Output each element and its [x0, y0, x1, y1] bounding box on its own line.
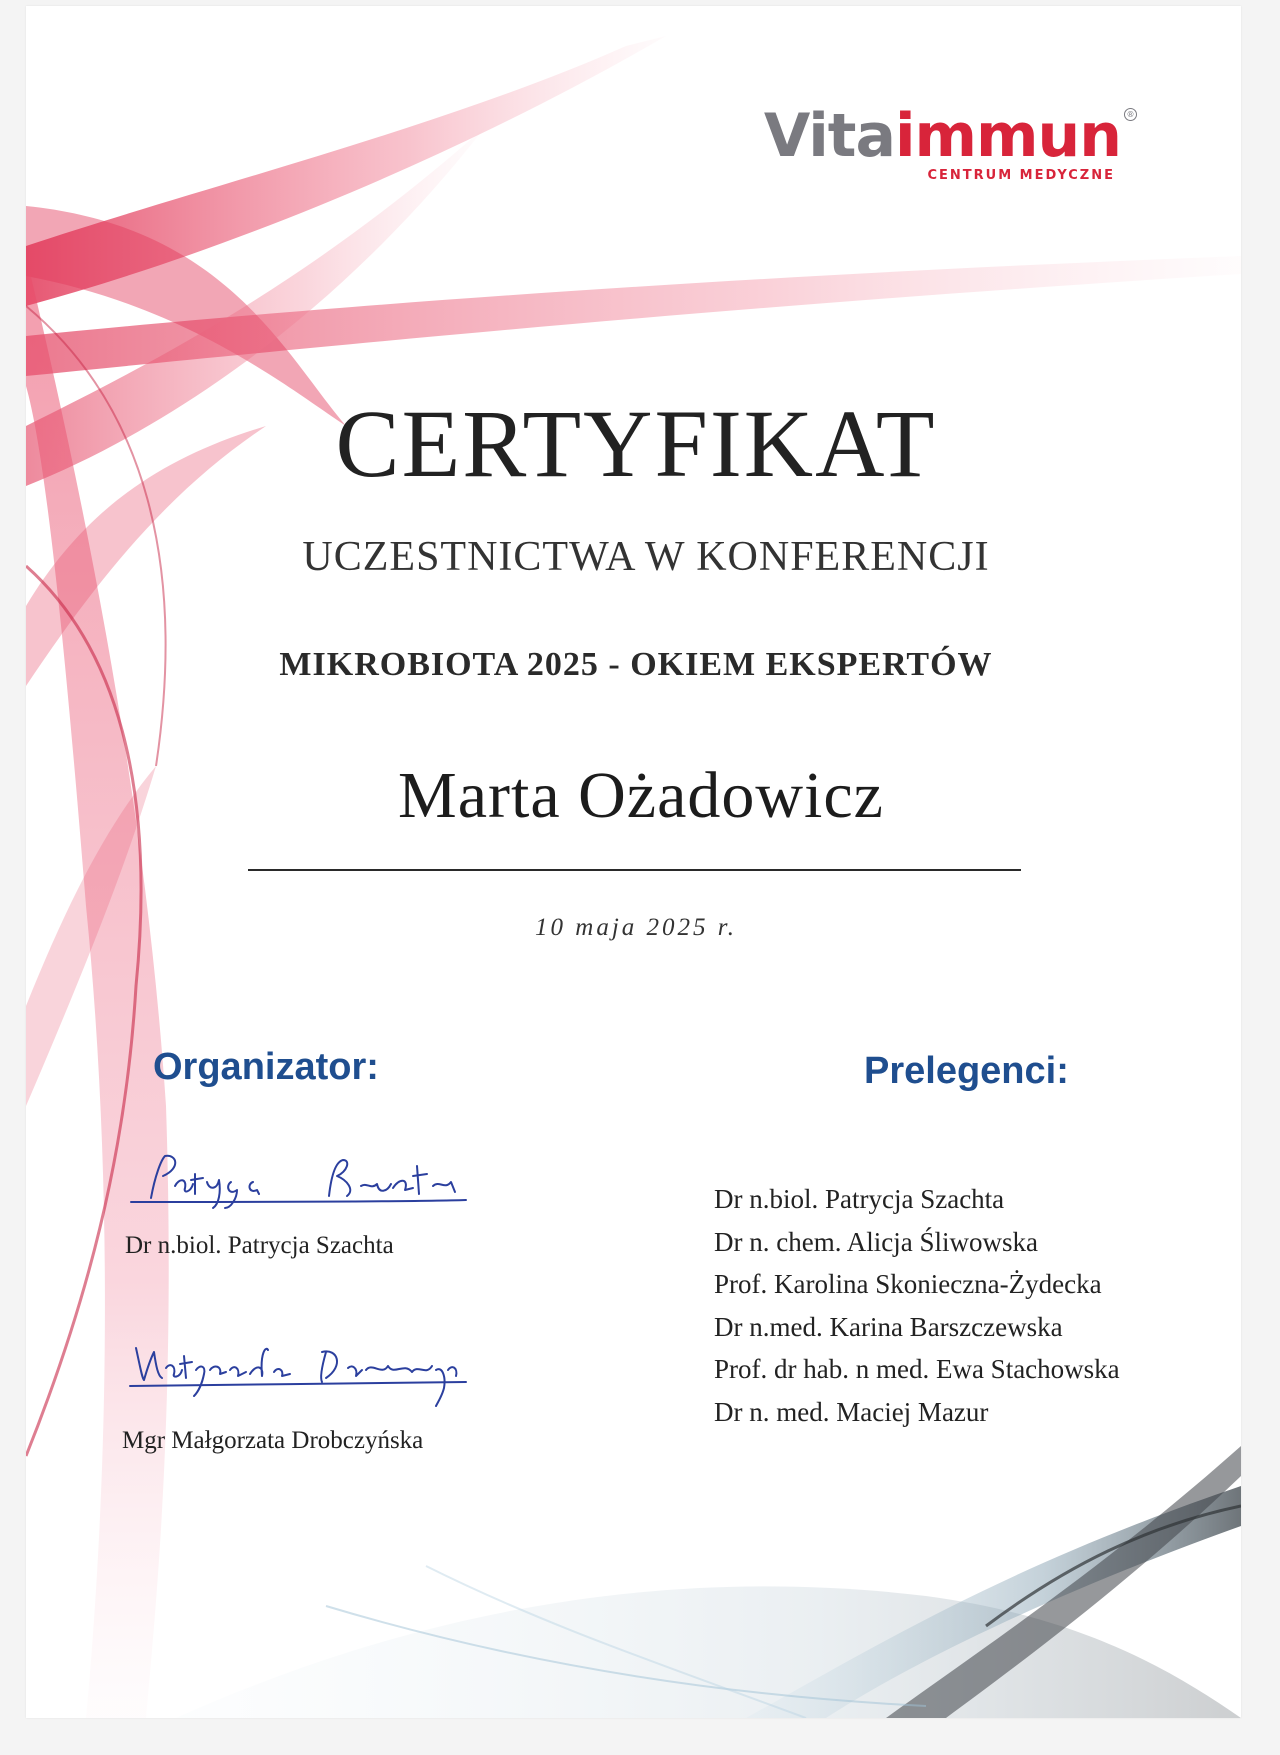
logo-vita: Vita	[763, 101, 895, 171]
certificate-subtitle: UCZESTNICTWA W KONFERENCJI	[302, 534, 990, 580]
decorative-swoosh-background	[26, 6, 1241, 1718]
organizer-name-1: Dr n.biol. Patrycja Szachta	[125, 1232, 394, 1259]
speaker-item: Dr n. chem. Alicja Śliwowska	[714, 1226, 1038, 1257]
certificate-page	[26, 6, 1241, 1718]
speaker-item: Dr n. med. Maciej Mazur	[714, 1396, 989, 1427]
organizer-name-2: Mgr Małgorzata Drobczyńska	[122, 1427, 424, 1454]
speakers-list	[714, 1178, 1120, 1433]
logo-immun: immun	[894, 101, 1121, 171]
speaker-item: Prof. dr hab. n med. Ewa Stachowska	[714, 1354, 1120, 1384]
participant-name: Marta Ożadowicz	[398, 759, 884, 832]
signature-malgorzata-drobczynska	[126, 1326, 496, 1416]
event-name: MIKROBIOTA 2025 - OKIEM EKSPERTÓW	[279, 646, 993, 683]
speakers-heading: Prelegenci:	[864, 1050, 1069, 1092]
speaker-item: Prof. Karolina Skonieczna-Żydecka	[714, 1269, 1102, 1299]
signature-patrycja-szachta	[121, 1146, 541, 1216]
certificate-title: CERTYFIKAT	[335, 390, 937, 497]
vitaimmun-logo	[763, 101, 1135, 183]
logo-subtitle: CENTRUM MEDYCZNE	[927, 168, 1115, 183]
organizer-heading: Organizator:	[153, 1046, 379, 1088]
registered-mark-icon: ®	[1124, 108, 1137, 121]
speaker-item: Dr n.biol. Patrycja Szachta	[714, 1184, 1005, 1214]
name-underline	[248, 869, 1021, 871]
certificate-date: 10 maja 2025 r.	[535, 914, 737, 941]
speaker-item: Dr n.med. Karina Barszczewska	[714, 1311, 1063, 1342]
logo-wordmark	[763, 101, 1121, 171]
